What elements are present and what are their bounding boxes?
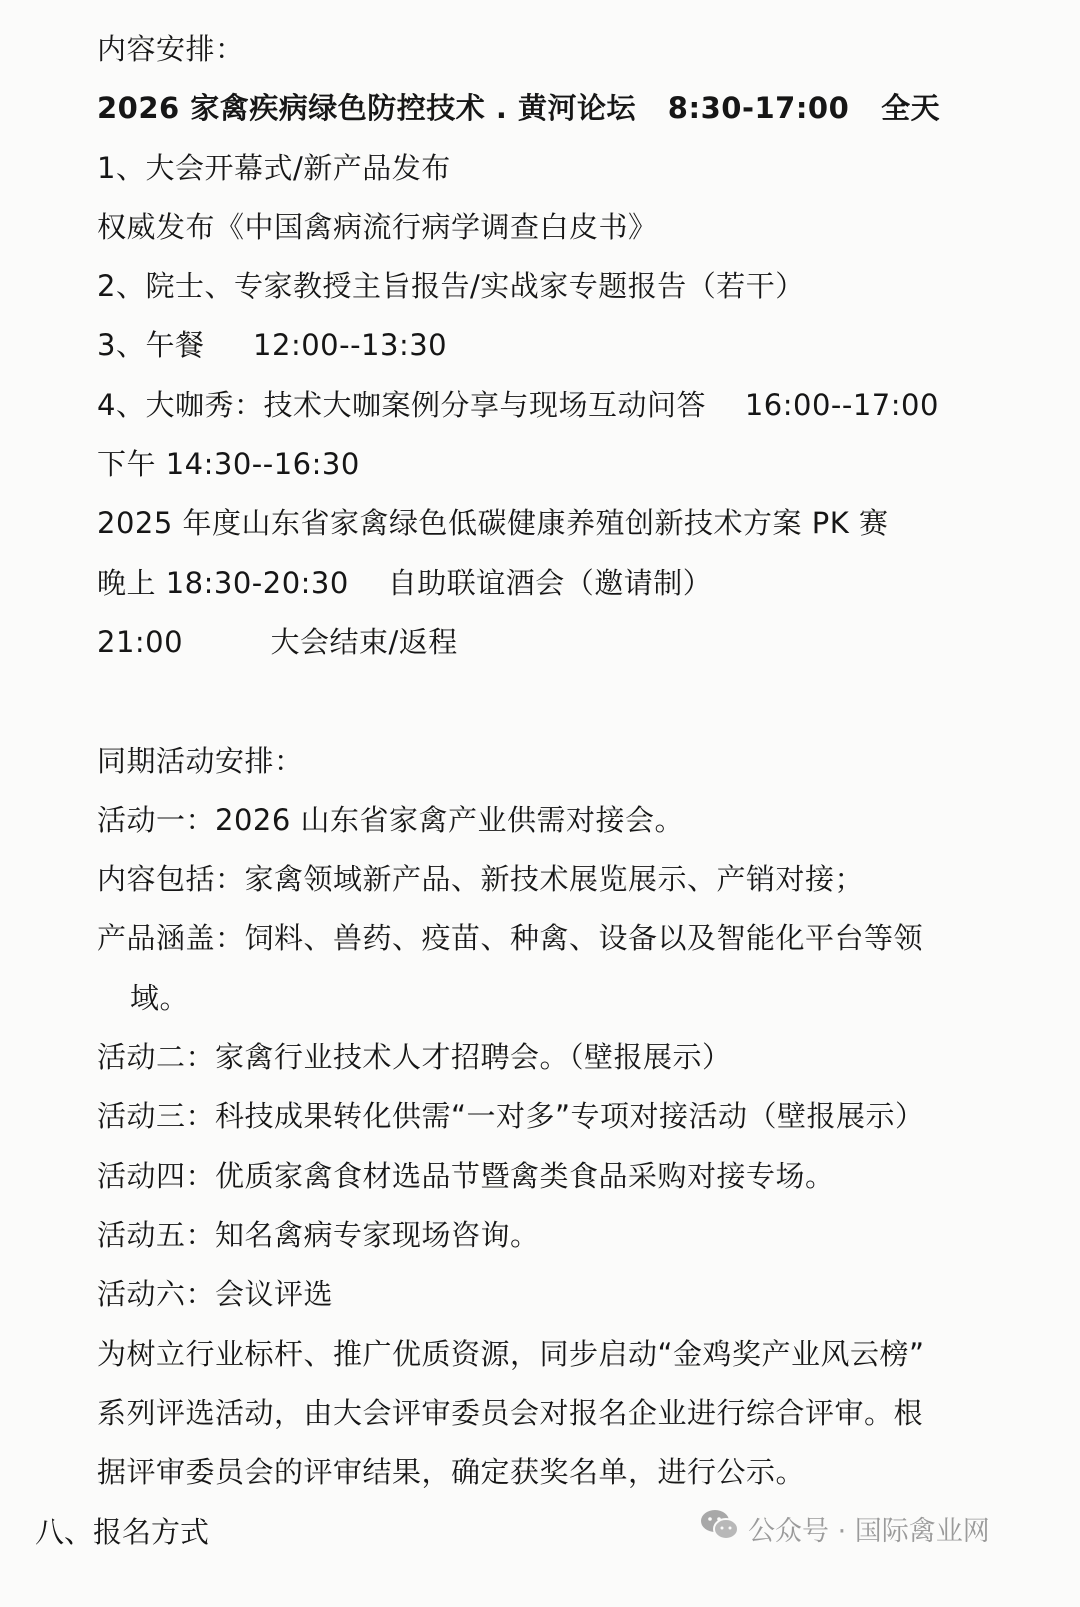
agenda-heading: 内容安排：	[97, 32, 245, 66]
activity-line: 活动六：会议评选	[97, 1277, 334, 1312]
activity-line: 活动三：科技成果转化供需“一对多”专项对接活动（壁报展示）	[97, 1099, 925, 1134]
forum-title: 2026 家禽疾病绿色防控技术 . 黄河论坛 8:30-17:00 全天	[97, 91, 941, 126]
agenda-item: 2025 年度山东省家禽绿色低碳健康养殖创新技术方案 PK 赛	[97, 506, 889, 541]
agenda-item: 3、午餐 12:00--13:30	[97, 328, 448, 363]
activity-line: 活动一：2026 山东省家禽产业供需对接会。	[97, 802, 685, 837]
section-8-heading: 八、报名方式	[35, 1515, 210, 1549]
agenda-item: 晚上 18:30-20:30 自助联谊酒会（邀请制）	[97, 565, 713, 600]
watermark	[700, 1508, 990, 1549]
agenda-item: 21:00 大会结束/返程	[97, 624, 458, 659]
activity-line: 域。	[130, 980, 190, 1015]
agenda-item: 下午 14:30--16:30	[97, 447, 360, 482]
agenda-item: 1、大会开幕式/新产品发布	[97, 150, 451, 185]
activity-line: 内容包括：家禽领域新产品、新技术展览展示、产销对接；	[97, 862, 865, 897]
watermark-text: 公众号 · 国际禽业网	[748, 1516, 990, 1547]
activity-line: 产品涵盖：饲料、兽药、疫苗、种禽、设备以及智能化平台等领	[97, 921, 924, 956]
activity-line: 活动五：知名禽病专家现场咨询。	[97, 1217, 540, 1252]
activity-line: 据评审委员会的评审结果，确定获奖名单，进行公示。	[97, 1455, 806, 1490]
document-body	[97, 20, 1040, 1502]
wechat-icon	[700, 1508, 740, 1549]
concurrent-heading: 同期活动安排：	[97, 743, 304, 778]
activity-line: 活动二：家禽行业技术人才招聘会。（壁报展示）	[97, 1040, 732, 1075]
agenda-item: 4、大咖秀：技术大咖案例分享与现场互动问答 16:00--17:00	[97, 387, 939, 422]
agenda-item: 2、院士、专家教授主旨报告/实战家专题报告（若干）	[97, 269, 805, 304]
agenda-item: 权威发布《中国禽病流行病学调查白皮书》	[97, 209, 658, 244]
activity-line: 为树立行业标杆、推广优质资源，同步启动“金鸡奖产业风云榜”	[97, 1336, 925, 1371]
activity-line: 系列评选活动，由大会评审委员会对报名企业进行综合评审。根	[97, 1395, 924, 1430]
activity-line: 活动四：优质家禽食材选品节暨禽类食品采购对接专场。	[97, 1158, 835, 1193]
